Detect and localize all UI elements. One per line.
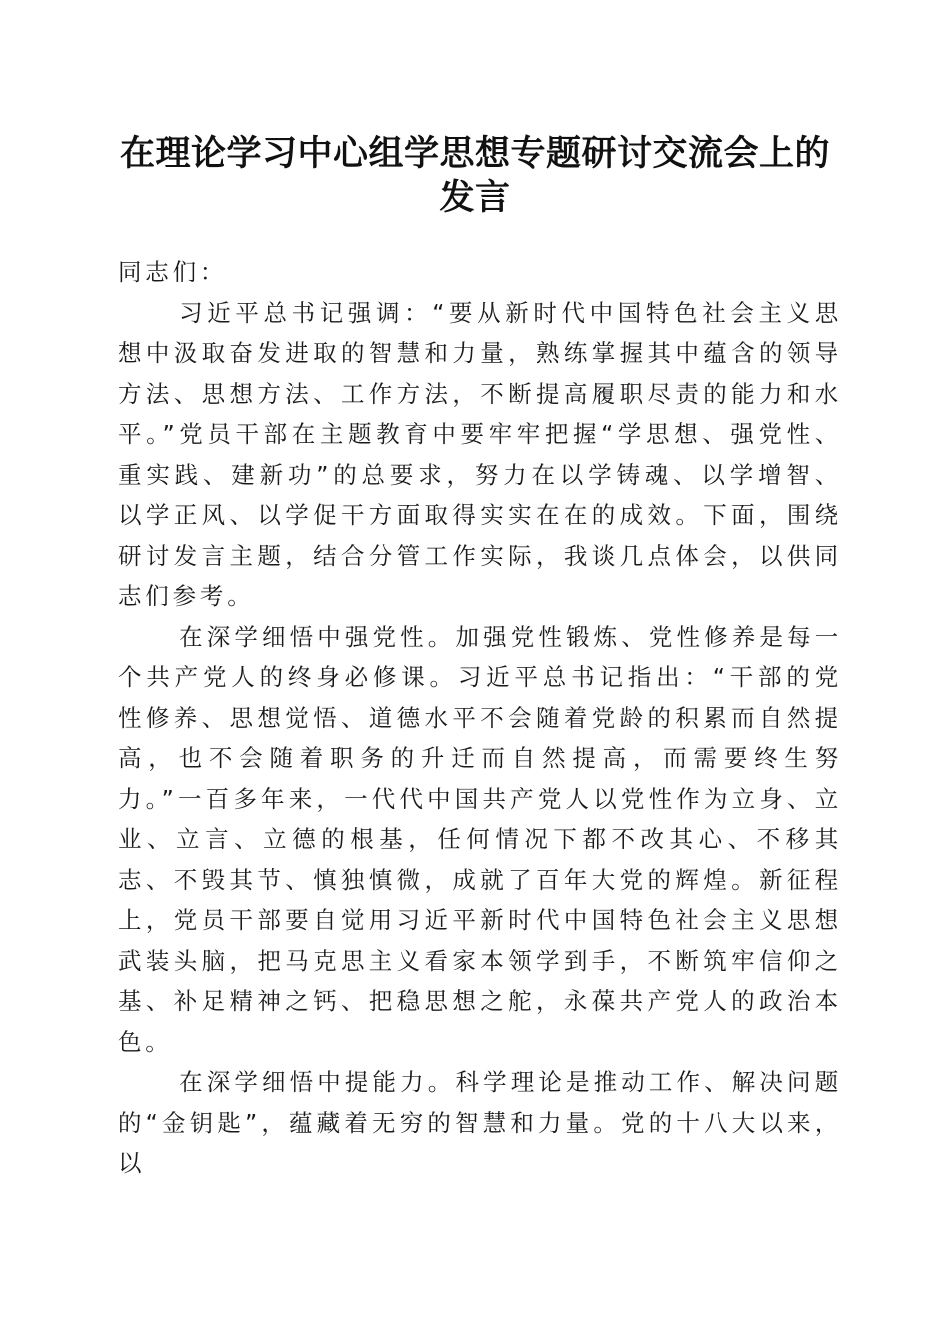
- document-body: [118, 252, 842, 1184]
- document-title: 在理论学习中心组学思想专题研讨交流会上的发言: [119, 133, 830, 218]
- salutation: 同志们：: [118, 258, 228, 286]
- paragraph-intro: 习近平总书记强调：“要从新时代中国特色社会主义思想中汲取奋发进取的智慧和力量，熟练掌握其中蕴含的领导方法、思想方法、工作方法，不断提高履职尽责的能力和水平。”党员干部在主题教育中要牢牢把握“学思想、强党性、重实践、建新功”的总要求，努力在以学铸魂、以学增智、以学正风、以学促干方面取得实实在在的成效。下面，围绕研讨发言主题，结合分管工作实际，我谈几点体会，以供同志们参考。: [118, 298, 842, 610]
- paragraph-party-spirit: 在深学细悟中强党性。加强党性锻炼、党性修养是每一个共产党人的终身必修课。习近平总书记指出：“干部的党性修养、思想觉悟、道德水平不会随着党龄的积累而自然提高，也不会随着职务的升迁而自然提高，而需要终生努力。”一百多年来，一代代中国共产党人以党性作为立身、立业、立言、立德的根基，任何情况下都不改其心、不移其志、不毁其节、慎独慎微，成就了百年大党的辉煌。新征程上，党员干部要自觉用习近平新时代中国特色社会主义思想武装头脑，把马克思主义看家本领学到手，不断筑牢信仰之基、补足精神之钙、把稳思想之舵，永葆共产党人的政治本色。: [118, 622, 842, 1056]
- paragraph-ability: 在深学细悟中提能力。科学理论是推动工作、解决问题的“金钥匙”，蕴藏着无穷的智慧和力量。党的十八大以来，以: [118, 1068, 842, 1177]
